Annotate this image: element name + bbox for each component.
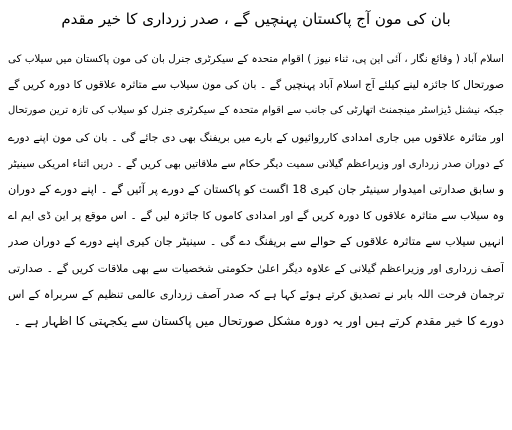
- article-line: اور متاثرہ علاقوں میں جاری امدادی کارروائیوں کے بارے میں بریفنگ بھی دی جائے گی ۔ بان کی مون اپنے دورے: [8, 130, 504, 144]
- article-line: صورتحال کا جائزہ لینے کیلئے آج اسلام آباد پہنچیں گے ۔ بان کی مون سیلاب سے متاثرہ علاقوں کا دورہ کریں گے: [8, 78, 504, 92]
- article-line: وہ سیلاب سے متاثرہ علاقوں کا دورہ کریں گے اور امدادی کاموں کا جائزہ لیں گے ۔ اس موقع پر این ڈی ایم اے: [8, 209, 504, 223]
- article-line: دورے کا خیر مقدم کرتے ہیں اور یہ دورہ مشکل صورتحال میں پاکستان سے یکجہتی کا اظہار ہے ۔: [13, 313, 504, 328]
- article-line: اسلام آباد ( وقائع نگار ، آئی این پی، ثناء نیوز ) اقوام متحدہ کے سیکرٹری جنرل بان کی مون پاکستان میں سیلاب کی: [8, 53, 504, 65]
- article-line: و سابق صدارتی امیدوار سینیٹر جان کیری 18 اگست کو پاکستان کے دورے پر آئیں گے ۔ اپنے دورے کے دوران: [8, 182, 504, 196]
- article-line: کے دوران صدر زرداری اور وزیراعظم گیلانی سمیت دیگر حکام سے ملاقاتیں بھی کریں گے ۔ دریں اثناء امریکی سینیٹر: [8, 157, 504, 170]
- article-line: جبکہ نیشنل ڈیزاسٹر مینجمنٹ اتھارٹی کی جانب سے اقوام متحدہ کے سیکرٹری جنرل کو سیلاب کی تازہ ترین صورتحال: [8, 105, 504, 117]
- article-line: آصف زرداری اور وزیراعظم گیلانی کے علاوہ دیگر اعلیٰ حکومتی شخصیات سے بھی ملاقات کریں گے ۔ صدارتی: [8, 261, 504, 275]
- article-body: [8, 46, 504, 334]
- article-headline: بان کی مون آج پاکستان پہنچیں گے ، صدر زرداری کا خیر مقدم: [61, 10, 451, 28]
- article-line: انہیں سیلاب سے متاثرہ علاقوں کے حوالے سے بریفنگ دے گی ۔ سینیٹر جان کیری اپنے دورے کے دوران صدر: [8, 235, 504, 249]
- article-line: ترجمان فرحت اللہ بابر نے تصدیق کرتے ہوئے کہا ہے کہ صدر آصف زرداری عالمی تنظیم کے سربراہ کے اس: [8, 287, 504, 301]
